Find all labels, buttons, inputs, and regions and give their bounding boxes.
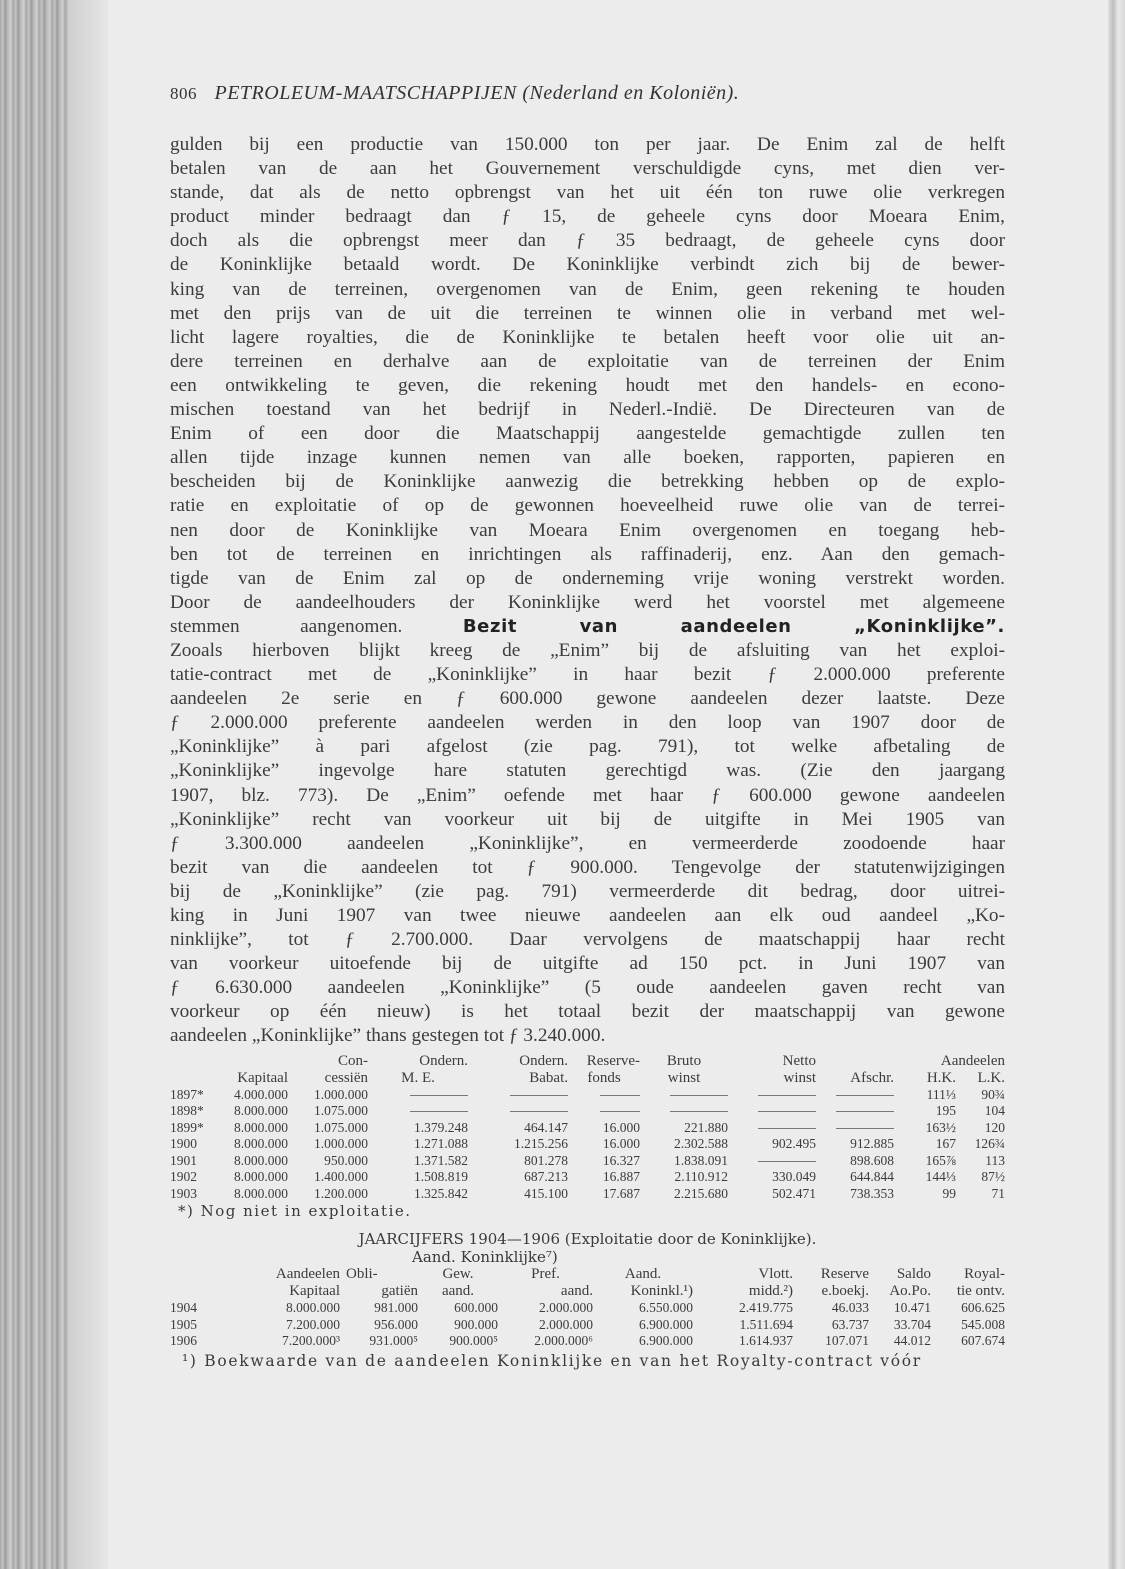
text-line: „Koninklijke” à pari afgelost (zie pag. 791), tot welke afbetaling de (170, 736, 1005, 758)
col-header: Aandeelen (940, 1052, 1005, 1069)
text-line: de Koninklijke betaald wordt. De Koninklijke verbindt zich bij de bewer- (170, 254, 1005, 276)
cell: 902.495 (772, 1136, 816, 1152)
cell: 6.550.000 (639, 1300, 693, 1316)
text-line: Door de aandeelhouders der Koninklijke werd het voorstel met algemeene (170, 591, 1005, 613)
cell: 2.000.000 (539, 1316, 593, 1332)
cell: 2.215.680 (674, 1185, 728, 1201)
cell: 16.887 (602, 1169, 640, 1185)
empty-cell (468, 1087, 568, 1104)
cell: 1.000.000 (314, 1136, 368, 1152)
cell: 8.000.000 (234, 1136, 288, 1152)
body-text (170, 133, 1005, 1049)
footnote: ¹) Boekwaarde van de aandeelen Koninklijke en van het Royalty-contract vóór (182, 1351, 922, 1370)
col-header: Gew. (442, 1266, 474, 1283)
col-header: gatiën (381, 1283, 418, 1300)
col-header: winst (667, 1069, 701, 1086)
text-line: ninklijke”, tot ƒ 2.700.000. Daar vervolgens de maatschappij haar recht (170, 929, 1005, 951)
cell: 7.200.000³ (281, 1333, 340, 1349)
text-line: bij de „Koninklijke” (zie pag. 791) vermeerderde dit bedrag, door uitrei- (170, 880, 1005, 902)
empty-cell (816, 1103, 894, 1120)
empty-cell (728, 1087, 816, 1104)
table-row (170, 1103, 1005, 1120)
col-header: M. E. (401, 1069, 435, 1086)
table-header-row (170, 1266, 1005, 1283)
text-line: tigde van de Enim zal op de onderneming vrije woning verstrekt worden. (170, 567, 1005, 589)
cell: 900.000⁵ (449, 1333, 498, 1349)
text-line: van voorkeur uitoefende bij de uitgifte ad 150 pct. in Juni 1907 van (170, 953, 1005, 975)
cell: 900.000 (454, 1316, 498, 1332)
running-header (170, 82, 1005, 105)
empty-cell (640, 1087, 728, 1104)
col-header: aand. (560, 1283, 593, 1300)
cell: 1.614.937 (739, 1333, 793, 1349)
empty-cell (368, 1087, 468, 1104)
cell: 46.033 (831, 1300, 869, 1316)
cell: 8.000.000 (234, 1185, 288, 1201)
cell: 1.400.000 (314, 1169, 368, 1185)
text-line: stande, dat als de netto opbrengst van het uit één ton ruwe olie verkregen (170, 182, 1005, 204)
cell: 502.471 (772, 1185, 816, 1201)
cell: 6.900.000 (639, 1333, 693, 1349)
cell: 2.000.000⁶ (534, 1333, 593, 1349)
cell: 2.000.000 (539, 1300, 593, 1316)
col-header: e.boekj. (821, 1283, 869, 1300)
text-line: gulden bij een productie van 150.000 ton per jaar. De Enim zal de helft (170, 134, 1005, 155)
cell: 167 (935, 1136, 956, 1152)
cell: 956.000 (374, 1316, 418, 1332)
col-header: Pref. (531, 1266, 560, 1283)
col-header: fonds (587, 1069, 621, 1086)
cell: 607.674 (961, 1333, 1005, 1349)
cell: 801.278 (524, 1152, 568, 1168)
cell: 687.213 (524, 1169, 568, 1185)
cell: 144⅓ (925, 1169, 956, 1185)
year-cell: 1902 (170, 1169, 197, 1185)
empty-cell (640, 1103, 728, 1120)
empty-cell (468, 1103, 568, 1120)
text-line: ratie en exploitatie of op de gewonnen hoeveelheid ruwe olie van de terrei- (170, 495, 1005, 517)
text-line: ben tot de terreinen en inrichtingen als raffinaderij, enz. Aan den gemach- (170, 543, 1005, 565)
col-header: H.K. (926, 1069, 956, 1086)
col-header: Kapitaal (289, 1283, 340, 1300)
col-header: Babat. (529, 1069, 568, 1086)
col-header: Koninkl.¹) (630, 1283, 693, 1300)
text-line: betalen van de aan het Gouvernement verschuldigde cyns, met dien ver- (170, 158, 1005, 180)
cell: 1.508.819 (414, 1169, 468, 1185)
cell: 8.000.000 (234, 1169, 288, 1185)
empty-cell (728, 1120, 816, 1137)
empty-cell (816, 1087, 894, 1104)
cell: 120 (984, 1119, 1005, 1135)
cell: 464.147 (524, 1119, 568, 1135)
year-cell: 1903 (170, 1185, 197, 1201)
year-cell: 1898* (170, 1103, 204, 1119)
empty-cell (728, 1103, 816, 1120)
text-line: 1907, blz. 773). De „Enim” oefende met haar ƒ 600.000 gewone aandeelen (170, 784, 1005, 806)
text-line: licht lagere royalties, die de Koninklijke te betalen heeft voor olie uit an- (170, 326, 1005, 348)
page-edge (1108, 0, 1125, 1569)
cell: 221.880 (684, 1119, 728, 1135)
text-line: Enim of een door die Maatschappij aangestelde gemachtigde zullen ten (170, 423, 1005, 445)
heading-prefix: stemmen aangenomen. (170, 615, 403, 637)
header-subtitle: (Nederland en Koloniën). (522, 82, 740, 104)
cell: 1.215.256 (514, 1136, 568, 1152)
table-row (170, 1333, 1005, 1350)
cell: 163½ (925, 1119, 956, 1135)
cell: 1.371.582 (414, 1152, 468, 1168)
cell: 600.000 (454, 1300, 498, 1316)
table-header-row (170, 1070, 1005, 1087)
table-row (170, 1186, 1005, 1203)
col-header: winst (783, 1069, 816, 1086)
col-header: Vlott. (758, 1266, 793, 1283)
year-cell: 1904 (170, 1300, 197, 1316)
cell: 87½ (981, 1169, 1005, 1185)
table-footnote: *) Nog niet in exploitatie. (178, 1202, 412, 1221)
cell: 8.000.000 (234, 1119, 288, 1135)
col-header: Netto (782, 1052, 816, 1069)
empty-cell (568, 1103, 640, 1120)
header-title: PETROLEUM-MAATSCHAPPIJEN (214, 82, 517, 104)
col-header: Aandeelen (275, 1266, 340, 1283)
text-line: „Koninklijke” recht van voorkeur uit bij de uitgifte in Mei 1905 van (170, 808, 1005, 830)
cell: 90¾ (981, 1086, 1005, 1102)
text-line: king van de terreinen, overgenomen van de Enim, geen rekening te houden (170, 278, 1005, 300)
empty-cell (816, 1120, 894, 1137)
text-line: bescheiden bij de Koninklijke aanwezig die betrekking hebben op de explo- (170, 471, 1005, 493)
empty-cell (728, 1153, 816, 1170)
text-line: doch als die opbrengst meer dan ƒ 35 bedraagt, de geheele cyns door (170, 230, 1005, 252)
text-line: allen tijde inzage kunnen nemen van alle boeken, rapporten, papieren en (170, 447, 1005, 469)
cell: 2.419.775 (739, 1300, 793, 1316)
text-line: dere terreinen en derhalve aan de exploitatie van de terreinen der Enim (170, 350, 1005, 372)
col-header: Ondern. (419, 1052, 468, 1069)
text-line: tatie-contract met de „Koninklijke” in haar bezit ƒ 2.000.000 preferente (170, 664, 1005, 686)
col-header: Ondern. (519, 1052, 568, 1069)
cell: 545.008 (961, 1316, 1005, 1332)
table-row (170, 1136, 1005, 1153)
cell: 2.110.912 (674, 1169, 728, 1185)
text-line-with-heading (170, 615, 1005, 639)
text-line: ƒ 3.300.000 aandeelen „Koninklijke”, en vermeerderde zoodoende haar (170, 832, 1005, 854)
page (170, 82, 1005, 1370)
text-line: aandeelen „Koninklijke” thans gestegen tot ƒ 3.240.000. (170, 1025, 606, 1047)
cell: 6.900.000 (639, 1316, 693, 1332)
cell: 63.737 (831, 1316, 869, 1332)
col-header: midd.²) (748, 1283, 793, 1300)
col-header: Aand. (624, 1266, 662, 1283)
book-spine (0, 0, 68, 1569)
empty-cell (368, 1103, 468, 1120)
cell: 107.071 (825, 1333, 869, 1349)
table-row (170, 1153, 1005, 1170)
text-line: product minder bedraagt dan ƒ 15, de geheele cyns door Moeara Enim, (170, 206, 1005, 228)
col-header: L.K. (977, 1069, 1005, 1086)
cell: 17.687 (602, 1185, 640, 1201)
section-heading: Bezit van aandeelen „Koninklijke”. (462, 615, 1006, 637)
cell: 113 (985, 1152, 1005, 1168)
table-header-row (170, 1053, 1005, 1070)
year-cell: 1901 (170, 1152, 197, 1168)
cell: 1.075.000 (314, 1103, 368, 1119)
text-line: mischen toestand van het bedrijf in Nederl.-Indië. De Directeuren van de (170, 399, 1005, 421)
col-header: tie ontv. (956, 1283, 1005, 1300)
cell: 606.625 (961, 1300, 1005, 1316)
cell: 10.471 (893, 1300, 931, 1316)
empty-cell (568, 1087, 640, 1104)
cell: 1.838.091 (674, 1152, 728, 1168)
cell: 126¾ (974, 1136, 1005, 1152)
table-row (170, 1317, 1005, 1334)
cell: 16.000 (602, 1136, 640, 1152)
text-line: nen door de Koninklijke van Moeara Enim overgenomen en toegang heb- (170, 519, 1005, 541)
table-row (170, 1169, 1005, 1186)
year-cell: 1905 (170, 1316, 197, 1332)
col-header: Reserve (820, 1266, 869, 1283)
cell: 1.511.694 (739, 1316, 793, 1332)
col-header: Saldo (896, 1266, 931, 1283)
cell: 1.325.842 (414, 1185, 468, 1201)
page-number: 806 (170, 84, 197, 103)
cell: 330.049 (772, 1169, 816, 1185)
cell: 7.200.000 (286, 1316, 340, 1332)
gutter-shadow (68, 0, 108, 1569)
cell: 644.844 (850, 1169, 894, 1185)
text-line: „Koninklijke” ingevolge hare statuten gerechtigd was. (Zie den jaargang (170, 760, 1005, 782)
col-header: cessiën (324, 1069, 368, 1086)
col-header: Royal- (964, 1266, 1005, 1283)
cell: 931.000⁵ (369, 1333, 418, 1349)
year-cell: 1906 (170, 1333, 197, 1349)
cell: 1.200.000 (314, 1185, 368, 1201)
cell: 738.353 (850, 1185, 894, 1201)
table-row (170, 1300, 1005, 1317)
col-header: Obli- (346, 1266, 378, 1283)
cell: 1.379.248 (414, 1119, 468, 1135)
cell: 415.100 (524, 1185, 568, 1201)
cell: 99 (942, 1185, 956, 1201)
cell: 981.000 (374, 1300, 418, 1316)
text-line: king in Juni 1907 van twee nieuwe aandeelen aan elk oud aandeel „Ko- (170, 905, 1005, 926)
financial-table-1897-1903 (170, 1053, 1005, 1203)
text-line: aandeelen 2e serie en ƒ 600.000 gewone aandeelen dezer laatste. Deze (170, 688, 1005, 710)
col-header: Kapitaal (237, 1069, 288, 1086)
cell: 1.271.088 (414, 1136, 468, 1152)
col-header: Con- (338, 1052, 368, 1069)
col-header: Ao.Po. (889, 1283, 931, 1300)
cell: 1.000.000 (314, 1086, 368, 1102)
text-line: bezit van die aandeelen tot ƒ 900.000. Tengevolge der statutenwijzigingen (170, 856, 1005, 878)
cell: 104 (984, 1103, 1005, 1119)
year-cell: 1899* (170, 1119, 204, 1135)
cell: 16.000 (602, 1119, 640, 1135)
table2-title: JAARCIJFERS 1904—1906 (Exploitatie door de Koninklijke). (358, 1230, 817, 1249)
cell: 898.608 (850, 1152, 894, 1168)
year-cell: 1900 (170, 1136, 197, 1152)
cell: 950.000 (324, 1152, 368, 1168)
text-line: een ontwikkeling te geven, die rekening houdt met den handels- en econo- (170, 374, 1005, 396)
text-line: met den prijs van de uit die terreinen te winnen olie in verband met wel- (170, 302, 1005, 324)
cell: 195 (935, 1103, 956, 1119)
col-header: Reserve- (586, 1052, 640, 1069)
cell: 111⅓ (926, 1086, 956, 1102)
table-header-row (170, 1283, 1005, 1300)
cell: 165⅞ (925, 1152, 956, 1168)
year-cell: 1897* (170, 1086, 204, 1102)
cell: 8.000.000 (234, 1103, 288, 1119)
cell: 8.000.000 (234, 1152, 288, 1168)
cell: 912.885 (850, 1136, 894, 1152)
text-line: ƒ 2.000.000 preferente aandeelen werden in den loop van 1907 door de (170, 712, 1005, 734)
table-row (170, 1120, 1005, 1137)
cell: 4.000.000 (234, 1086, 288, 1102)
cell: 1.075.000 (314, 1119, 368, 1135)
col-header: Afschr. (850, 1069, 894, 1086)
cell: 2.302.588 (674, 1136, 728, 1152)
col-header: Bruto (666, 1052, 702, 1069)
cell: 44.012 (893, 1333, 931, 1349)
col-header: aand. (441, 1283, 475, 1300)
cell: 33.704 (893, 1316, 931, 1332)
cell: 8.000.000 (286, 1300, 340, 1316)
table2-subtitle: Aand. Koninklijke⁷) (412, 1248, 558, 1267)
text-line: Zooals hierboven blijkt kreeg de „Enim” bij de afsluiting van het exploi- (170, 639, 1005, 661)
text-line: voorkeur op één nieuw) is het totaal bezit der maatschappij van gewone (170, 1001, 1005, 1023)
cell: 16.327 (602, 1152, 640, 1168)
table-row (170, 1087, 1005, 1104)
text-line: ƒ 6.630.000 aandeelen „Koninklijke” (5 oude aandeelen gaven recht van (170, 977, 1005, 999)
cell: 71 (991, 1185, 1005, 1201)
jaarcijfers-table (170, 1266, 1005, 1350)
